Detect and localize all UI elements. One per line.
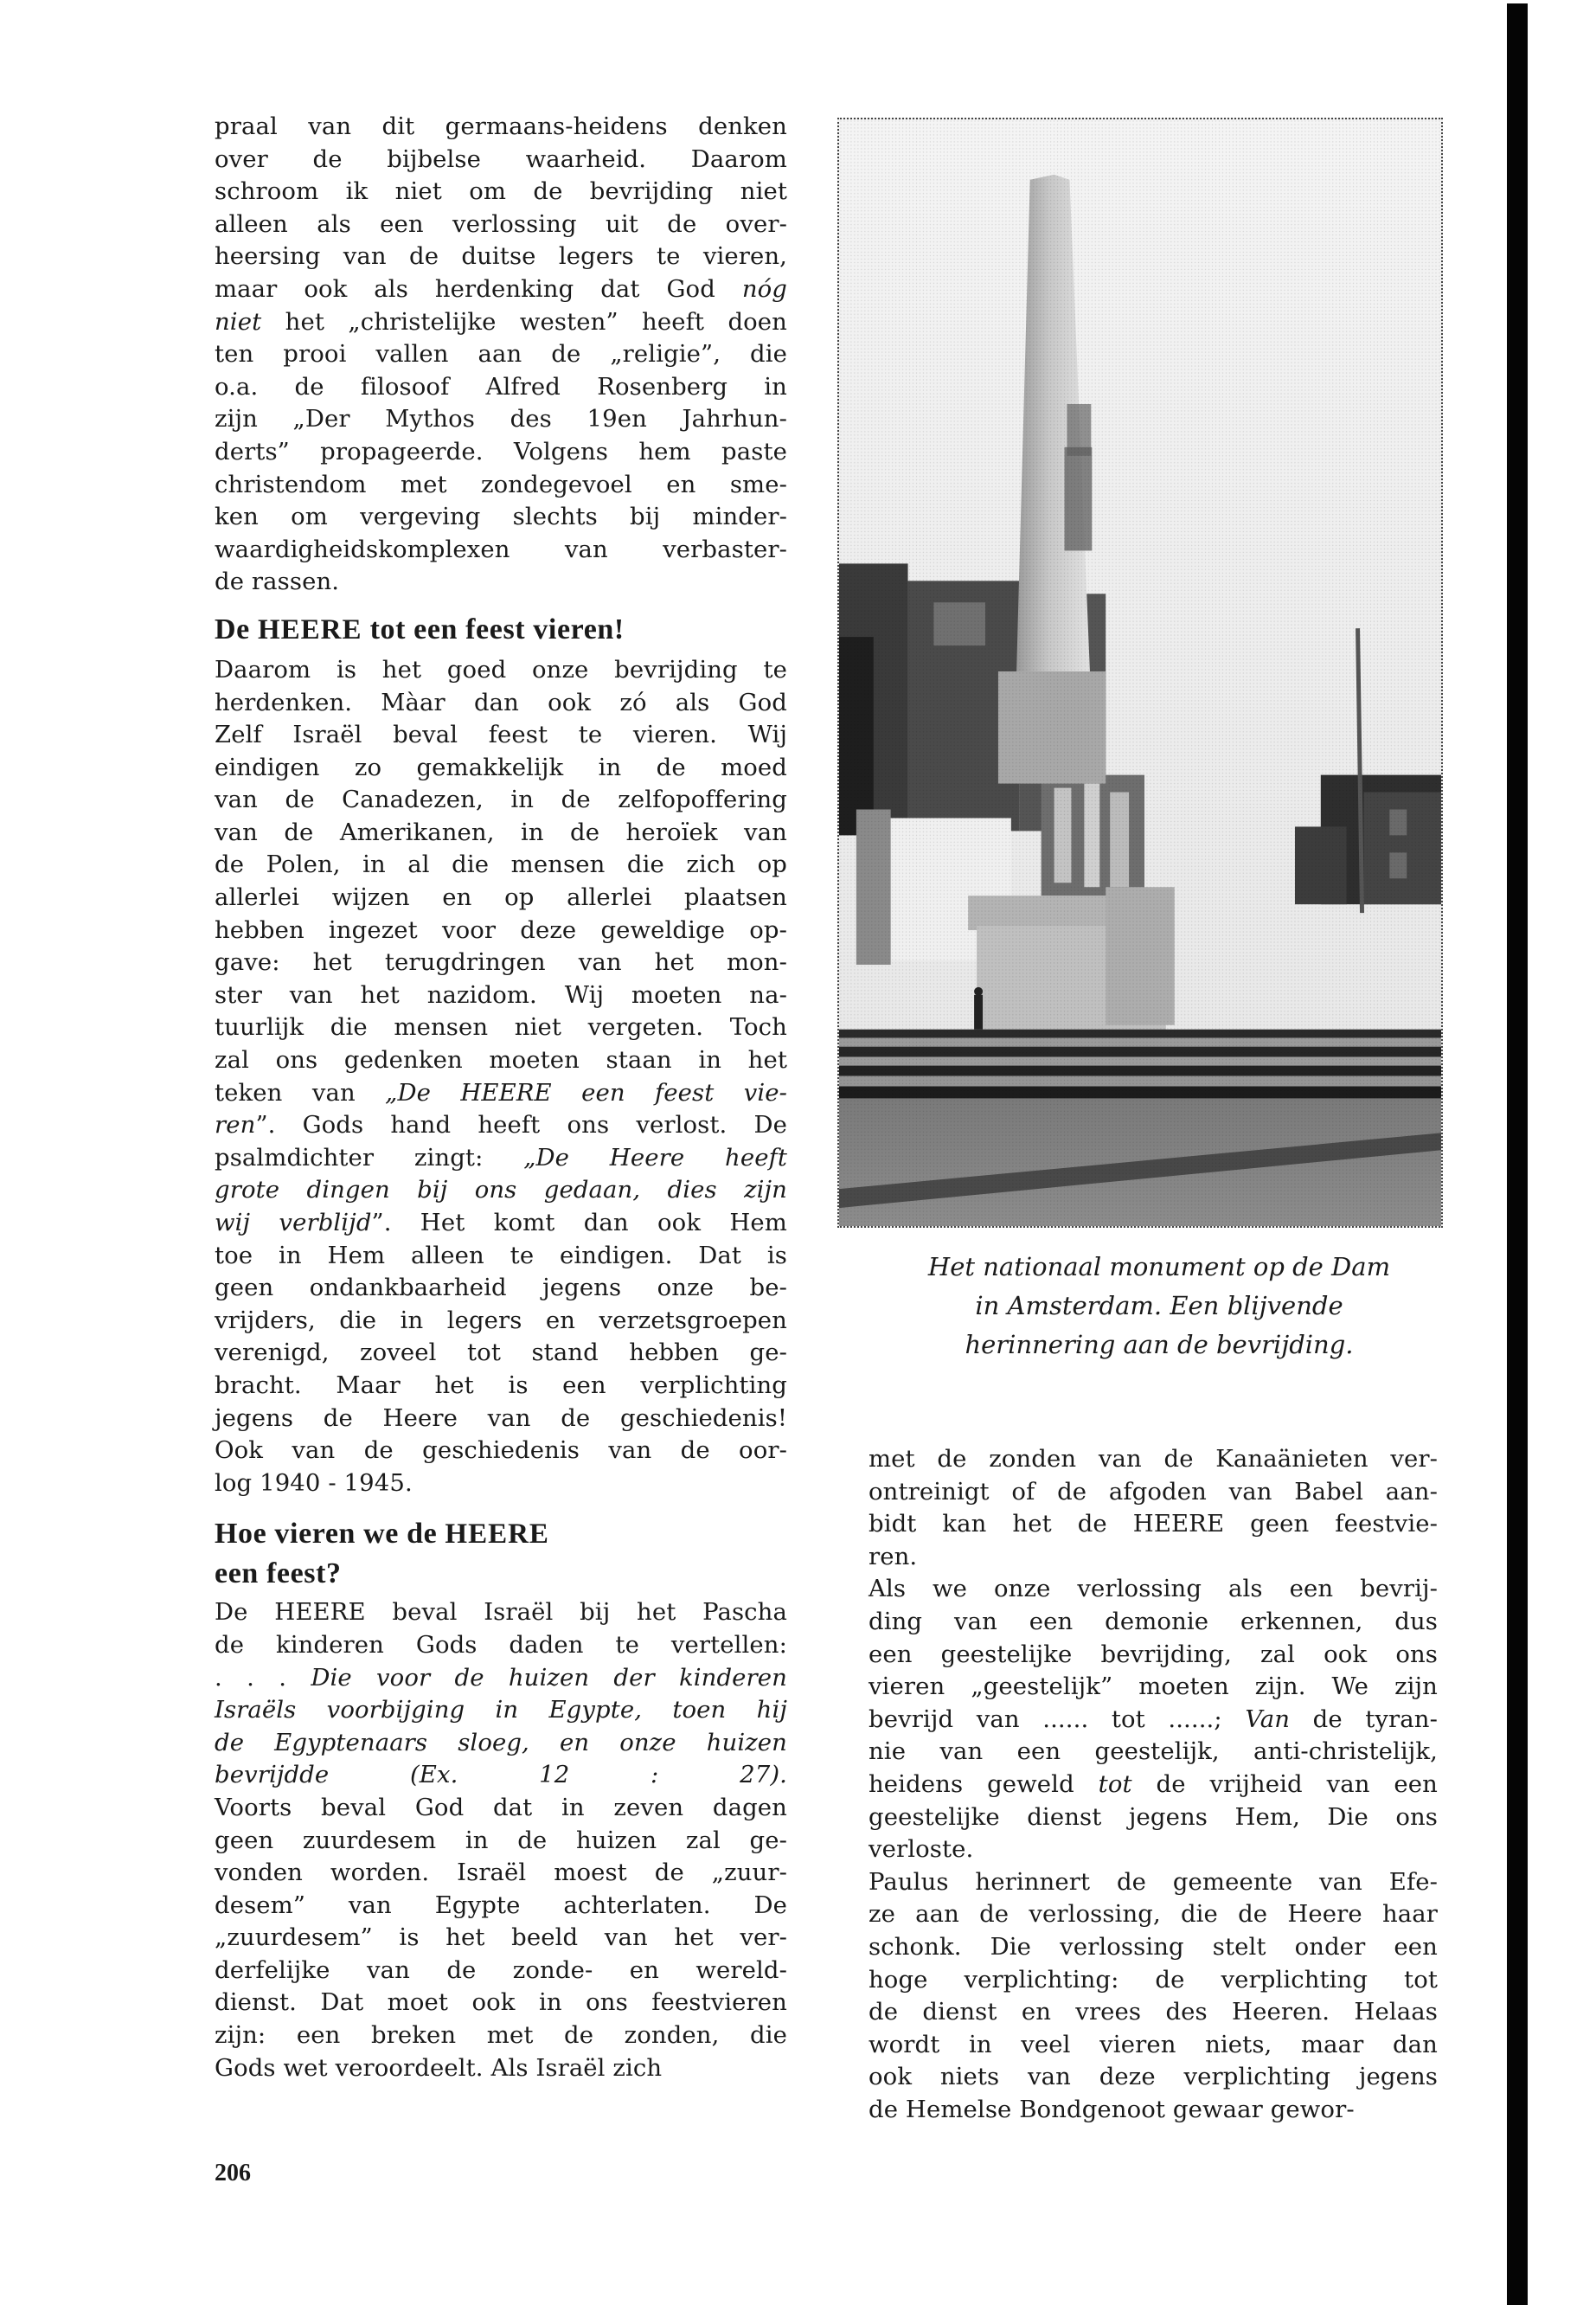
text-line: Ook van de geschiedenis van de oor- bbox=[215, 1436, 787, 1465]
text-segment: heidens geweld bbox=[869, 1769, 1099, 1798]
text-line: nie van een geestelijk, anti-christelijk, bbox=[869, 1737, 1438, 1766]
paragraph bbox=[869, 1443, 1438, 1573]
text-segment: bevrijd van ...... tot ......; bbox=[869, 1705, 1246, 1733]
text-line: van de Canadezen, in de zelfopoffering bbox=[215, 786, 787, 814]
text-line: ding van een demonie erkennen, dus bbox=[869, 1607, 1438, 1635]
text-line bbox=[215, 1077, 787, 1110]
italic-segment: bevrijdde (Ex. 12 : 27). bbox=[215, 1761, 787, 1789]
text-line: zijn: een breken met de zonden, die bbox=[215, 2021, 787, 2050]
text-line: „zuurdesem” is het beeld van het ver- bbox=[215, 1923, 787, 1952]
text-segment: de tyran- bbox=[1290, 1705, 1438, 1733]
text-line: toe in Hem alleen te eindigen. Dat is bbox=[215, 1241, 787, 1269]
section-heading bbox=[215, 613, 787, 647]
text-line bbox=[215, 273, 787, 306]
text-line: ster van het nazidom. Wij moeten na- bbox=[215, 980, 787, 1009]
text-line: eindigen zo gemakkelijk in de moed bbox=[215, 753, 787, 781]
text-line bbox=[215, 1142, 787, 1175]
text-line: de Hemelse Bondgenoot gewaar gewor- bbox=[869, 2095, 1355, 2123]
text-line: geen zuurdesem in de huizen zal ge- bbox=[215, 1826, 787, 1854]
italic-segment: „De HEERE een feest vie- bbox=[385, 1078, 787, 1107]
text-segment: psalmdichter zingt: bbox=[215, 1143, 524, 1172]
text-line: bracht. Maar het is een verplichting bbox=[215, 1371, 787, 1399]
text-line: ren. bbox=[869, 1542, 918, 1570]
text-line: geestelijke dienst jegens Hem, Die ons bbox=[869, 1802, 1438, 1831]
italic-segment: niet bbox=[215, 307, 262, 336]
caption-line: Het nationaal monument op de Dam bbox=[927, 1252, 1391, 1281]
text-line: allerlei wijzen en op allerlei plaatsen bbox=[215, 883, 787, 912]
text-line: hoge verplichting: de verplichting tot bbox=[869, 1965, 1438, 1994]
text-line: zijn „Der Mythos des 19en Jahrhun- bbox=[215, 405, 787, 433]
text-line: alleen als een verlossing uit de over- bbox=[215, 209, 787, 238]
heading-text: Hoe vieren we de bbox=[215, 1518, 445, 1551]
text-line: Daarom is het goed onze bevrijding te bbox=[215, 655, 787, 684]
heading-line: een feest? bbox=[215, 1557, 342, 1590]
text-line bbox=[869, 1704, 1438, 1737]
text-line: vrijders, die in legers en verzetsgroepen bbox=[215, 1306, 787, 1334]
text-line: jegens de Heere van de geschiedenis! bbox=[215, 1403, 787, 1432]
text-line bbox=[215, 1109, 787, 1142]
italic-segment: grote dingen bij ons gedaan, dies zijn bbox=[215, 1176, 787, 1204]
text-line: tuurlijk die mensen niet vergeten. Toch bbox=[215, 1013, 787, 1042]
text-line: zal ons gedenken moeten staan in het bbox=[215, 1046, 787, 1075]
photo-caption bbox=[856, 1248, 1462, 1364]
text-line: log 1940 - 1945. bbox=[215, 1468, 413, 1497]
text-segment: ”. Het komt dan ook Hem bbox=[371, 1209, 787, 1236]
text-segment: teken van bbox=[215, 1078, 386, 1107]
text-segment: het „christelijke westen” heeft doen bbox=[261, 307, 787, 336]
text-line: bidt kan het de HEERE geen feestvie- bbox=[869, 1510, 1438, 1538]
italic-segment: „De Heere heeft bbox=[523, 1143, 787, 1172]
text-line bbox=[215, 1174, 787, 1207]
paragraph bbox=[215, 1596, 787, 2084]
text-line: De HEERE beval Israël bij het Pascha bbox=[215, 1598, 787, 1627]
paragraph bbox=[215, 111, 787, 599]
heading-text: tot een feest vieren! bbox=[362, 613, 625, 645]
text-line bbox=[215, 1759, 787, 1792]
italic-segment: ren bbox=[215, 1111, 256, 1140]
text-line: waardigheidskomplexen van verbaster- bbox=[215, 535, 787, 563]
text-line bbox=[215, 1694, 787, 1727]
text-line: dienst. Dat moet ook in ons feestvieren bbox=[215, 1988, 787, 2017]
italic-segment: Israëls voorbijging in Egypte, toen hij bbox=[215, 1696, 787, 1724]
text-line: verenigd, zoveel tot stand hebben ge- bbox=[215, 1339, 787, 1367]
text-line: hebben ingezet voor deze geweldige op- bbox=[215, 915, 787, 944]
text-line: de dienst en vrees des Heeren. Helaas bbox=[869, 1998, 1438, 2026]
text-line: Als we onze verlossing als een bevrij- bbox=[869, 1575, 1438, 1603]
section-heading bbox=[215, 1517, 787, 1591]
text-line: verloste. bbox=[869, 1835, 974, 1864]
text-line: praal van dit germaans-heidens denken bbox=[215, 112, 787, 140]
text-line: van de Amerikanen, in de heroïek van bbox=[215, 818, 787, 846]
text-line: o.a. de filosoof Alfred Rosenberg in bbox=[215, 372, 787, 401]
text-line: herdenken. Màar dan ook zó als God bbox=[215, 688, 787, 716]
italic-segment: de Egyptenaars sloeg, en onze huizen bbox=[215, 1728, 787, 1756]
heading-caps-text: HEERE bbox=[445, 1518, 549, 1551]
scan-edge-bar bbox=[1507, 3, 1528, 2305]
text-segment: de vrijheid van een bbox=[1131, 1769, 1438, 1798]
caption-line: in Amsterdam. Een blijvende bbox=[975, 1291, 1343, 1320]
text-line: vonden worden. Israël moest de „zuur- bbox=[215, 1859, 787, 1887]
italic-segment: tot bbox=[1098, 1769, 1132, 1798]
text-line: met de zonden van de Kanaänieten ver- bbox=[869, 1445, 1438, 1473]
text-line bbox=[215, 1662, 787, 1695]
text-line: Gods wet veroordeelt. Als Israël zich bbox=[215, 2053, 663, 2082]
text-line: Voorts beval God dat in zeven dagen bbox=[215, 1793, 787, 1821]
text-line: vieren „geestelijk” moeten zijn. We zijn bbox=[869, 1673, 1438, 1701]
italic-segment: Die voor de huizen der kinderen bbox=[311, 1663, 787, 1692]
text-line: derfelijke van de zonde- en wereld- bbox=[215, 1955, 787, 1984]
text-line: ten prooi vallen aan de „religie”, die bbox=[215, 340, 787, 369]
text-line: gave: het terugdringen van het mon- bbox=[215, 948, 787, 977]
paragraph bbox=[215, 654, 787, 1499]
monument-photo bbox=[837, 118, 1443, 1228]
text-segment: . . . bbox=[215, 1663, 311, 1692]
text-segment: ”. Gods hand heeft ons verlost. De bbox=[255, 1111, 787, 1140]
text-line: de rassen. bbox=[215, 568, 340, 596]
text-line: schroom ik niet om de bevrijding niet bbox=[215, 177, 787, 206]
text-line bbox=[215, 306, 787, 339]
heading-caps-text: HEERE bbox=[257, 613, 362, 645]
left-text-column bbox=[215, 111, 787, 2084]
text-line: de kinderen Gods daden te vertellen: bbox=[215, 1630, 787, 1659]
italic-segment: wij verblijd bbox=[215, 1209, 372, 1236]
text-line: over de bijbelse waarheid. Daarom bbox=[215, 144, 787, 173]
text-line: heersing van de duitse legers te vieren, bbox=[215, 242, 787, 271]
heading-line bbox=[215, 1517, 787, 1551]
text-line bbox=[215, 1727, 787, 1760]
photo-image bbox=[839, 119, 1441, 1226]
text-segment: maar ook als herdenking dat God bbox=[215, 274, 742, 303]
text-line: ze aan de verlossing, die de Heere haar bbox=[869, 1900, 1438, 1929]
text-line: christendom met zondegevoel en sme- bbox=[215, 470, 787, 498]
text-line: geen ondankbaarheid jegens onze be- bbox=[215, 1274, 787, 1302]
text-line: de Polen, in al die mensen die zich op bbox=[215, 851, 787, 879]
text-line: desem” van Egypte achterlaten. De bbox=[215, 1891, 787, 1919]
paragraph bbox=[869, 1573, 1438, 1865]
right-text-column bbox=[869, 1443, 1438, 2126]
text-line bbox=[869, 1769, 1438, 1801]
heading-text: De bbox=[215, 613, 258, 645]
text-line: Paulus herinnert de gemeente van Efe- bbox=[869, 1867, 1438, 1896]
text-line: ontreinigt of de afgoden van Babel aan- bbox=[869, 1477, 1438, 1506]
page-number: 206 bbox=[215, 2160, 251, 2186]
text-line: Zelf Israël beval feest te vieren. Wij bbox=[215, 721, 787, 749]
text-line: ook niets van deze verplichting jegens bbox=[869, 2063, 1438, 2091]
text-line: schonk. Die verlossing stelt onder een bbox=[869, 1932, 1438, 1961]
text-line: derts” propageerde. Volgens hem paste bbox=[215, 437, 787, 465]
italic-segment: Van bbox=[1245, 1705, 1291, 1733]
text-line: een geestelijke bevrijding, zal ook ons bbox=[869, 1640, 1438, 1668]
caption-line: herinnering aan de bevrijding. bbox=[965, 1330, 1354, 1359]
italic-segment: nóg bbox=[741, 274, 787, 303]
paragraph bbox=[869, 1866, 1438, 2127]
text-line: wordt in veel vieren niets, maar dan bbox=[869, 2030, 1438, 2058]
text-line: ken om vergeving slechts bij minder- bbox=[215, 503, 787, 531]
text-line bbox=[215, 1207, 787, 1240]
